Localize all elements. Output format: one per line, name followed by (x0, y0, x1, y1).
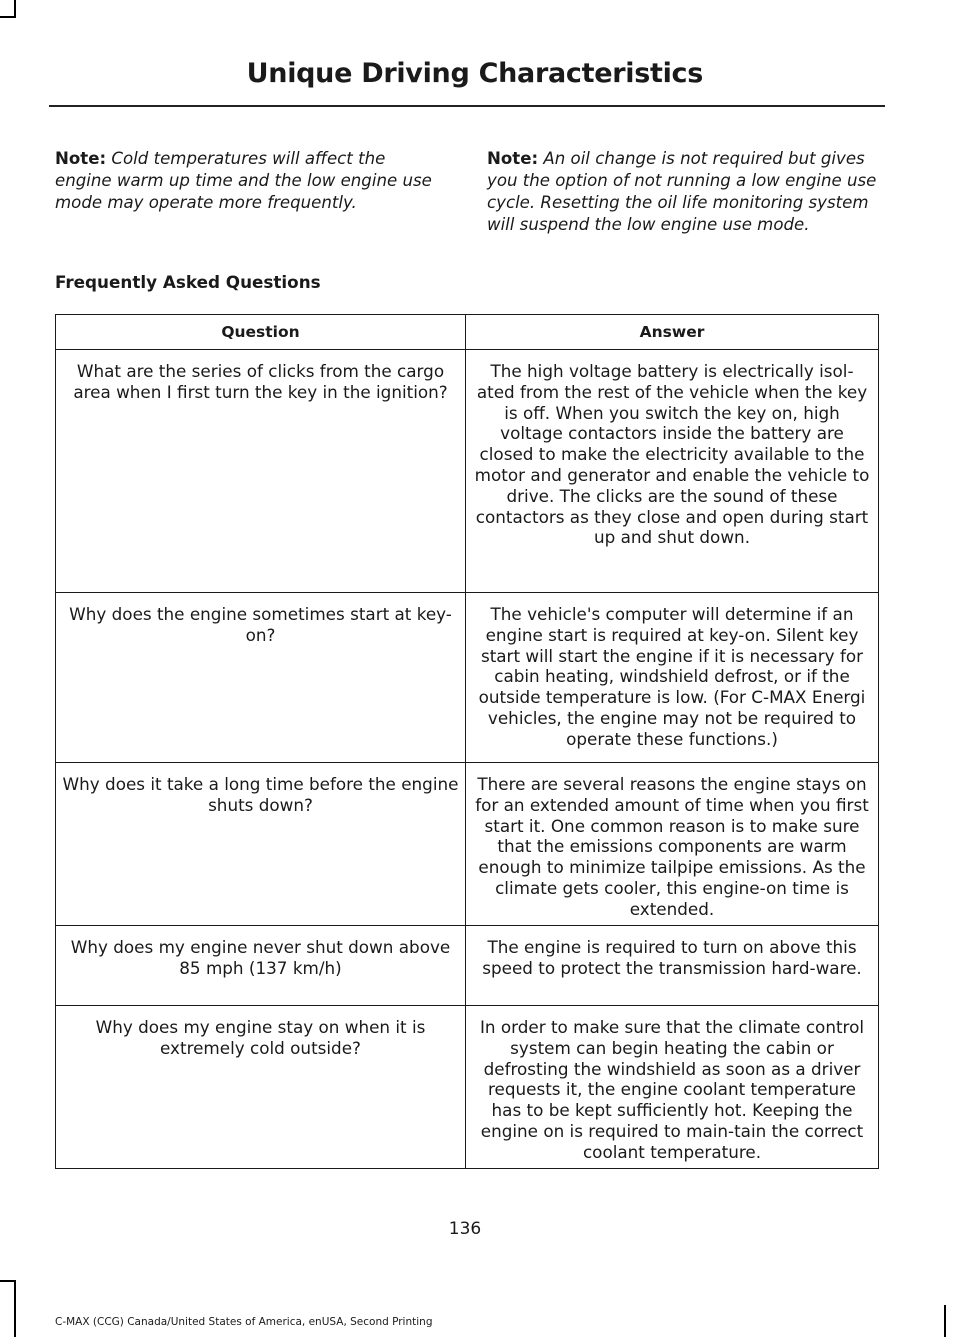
question-cell: Why does my engine never shut down above 85 mph (137 km/h) (56, 926, 466, 1006)
crop-mark (944, 1305, 946, 1337)
answer-cell: There are several reasons the engine stays on for an extended amount of time when you first start it. One common reason is to make sure that the emissions components are warm enough to minimize tailpipe emissions. As the climate gets cooler, this engine-on time is extended. (466, 763, 879, 926)
crop-mark (14, 1280, 16, 1337)
note-oil-change (487, 148, 885, 236)
faq-table (55, 314, 879, 1169)
note-label: Note: (487, 149, 539, 168)
page-number: 136 (448, 1219, 482, 1239)
note-label: Note: (55, 149, 107, 168)
question-cell: Why does my engine stay on when it is extremely cold outside? (56, 1006, 466, 1169)
column-header-answer: Answer (466, 315, 879, 350)
table-row (56, 1006, 879, 1169)
footer-edition-text: C-MAX (CCG) Canada/United States of America, enUSA, Second Printing (55, 1316, 433, 1328)
column-header-question: Question (56, 315, 466, 350)
header-divider (49, 105, 885, 107)
answer-cell: The vehicle's computer will determine if an engine start is required at key-on. Silent key start will start the engine if it is necessary for cabin heating, windshield defrost, or if the outside temperature is low. (For C-MAX Energi vehicles, the engine may not be required to operate these functions.) (466, 593, 879, 763)
question-cell: Why does it take a long time before the engine shuts down? (56, 763, 466, 926)
crop-mark (0, 16, 16, 18)
table-row (56, 763, 879, 926)
note-cold-temperatures (55, 148, 435, 214)
table-header-row (56, 315, 879, 350)
note-text: An oil change is not required but gives you the option of not running a low engine use cycle. Resetting the oil life monitoring system will suspend the low engine use mode. (487, 149, 877, 234)
page-title: Unique Driving Characteristics (246, 58, 703, 89)
answer-cell: In order to make sure that the climate control system can begin heating the cabin or defrosting the windshield as soon as a driver requests it, the engine coolant temperature has to be kept sufficiently hot. Keeping the engine on is required to main-tain the correct coolant temperature. (466, 1006, 879, 1169)
answer-cell: The high voltage battery is electrically isol-ated from the rest of the vehicle when the key is off. When you switch the key on, high voltage contactors inside the battery are closed to make the electricity available to the motor and generator and enable the vehicle to drive. The clicks are the sound of these contactors as they close and open during start up and shut down. (466, 350, 879, 593)
answer-cell: The engine is required to turn on above this speed to protect the transmission hard-ware. (466, 926, 879, 1006)
note-text: Cold temperatures will affect the engine warm up time and the low engine use mode may operate more frequently. (55, 149, 432, 212)
question-cell: Why does the engine sometimes start at key-on? (56, 593, 466, 763)
table-row (56, 593, 879, 763)
question-cell: What are the series of clicks from the cargo area when I first turn the key in the ignition? (56, 350, 466, 593)
table-row (56, 350, 879, 593)
crop-mark (0, 1280, 16, 1282)
faq-heading: Frequently Asked Questions (55, 272, 321, 292)
table-row (56, 926, 879, 1006)
